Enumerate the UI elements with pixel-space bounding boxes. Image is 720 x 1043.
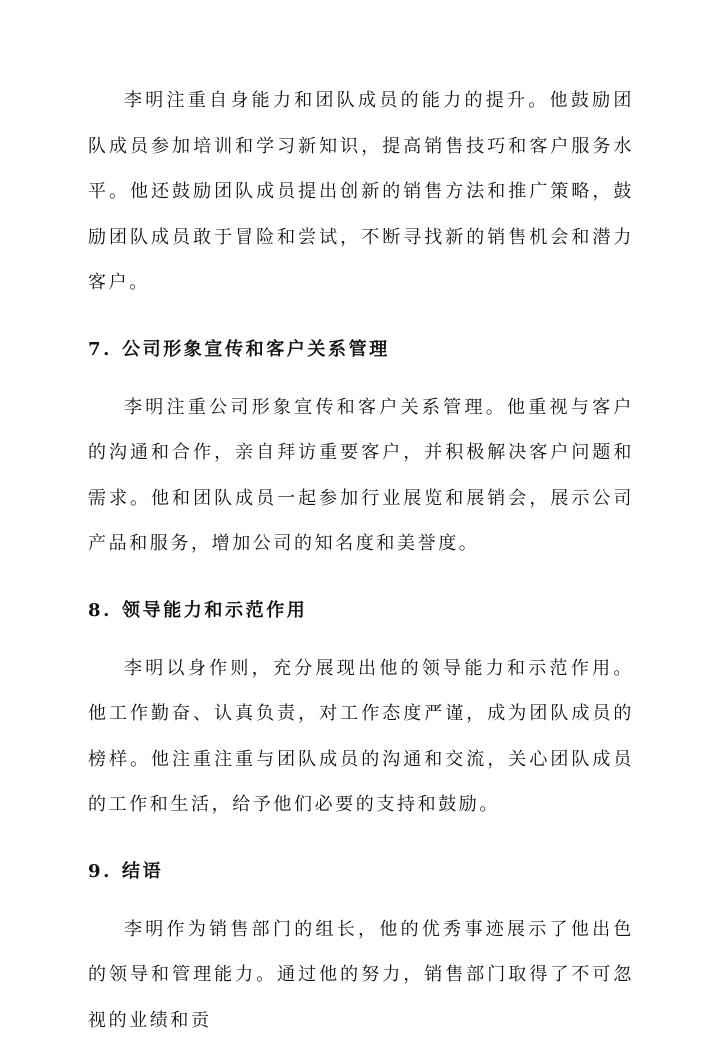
section-7-number: 7.: [88, 333, 122, 367]
section-9-number: 9.: [88, 855, 122, 889]
section-7-paragraph: 李明注重公司形象宣传和客户关系管理。他重视与客户的沟通和合作，亲自拜访重要客户，并积极解决客户问题和需求。他和团队成员一起参加行业展览和展销会，展示公司产品和服务，增加公司的知名度和美誉度。: [88, 385, 634, 567]
section-7-title: 公司形象宣传和客户关系管理: [122, 339, 390, 360]
section-9-title: 结语: [122, 861, 163, 882]
section-8-number: 8.: [88, 594, 122, 628]
section-8-paragraph: 李明以身作则，充分展现出他的领导能力和示范作用。他工作勤奋、认真负责，对工作态度严谨，成为团队成员的榜样。他注重注重与团队成员的沟通和交流，关心团队成员的工作和生活，给予他们必要的支持和鼓励。: [88, 646, 634, 828]
section-9-heading: [88, 855, 634, 889]
section-8-heading: [88, 594, 634, 628]
paragraph-team-development: 李明注重自身能力和团队成员的能力的提升。他鼓励团队成员参加培训和学习新知识，提高销售技巧和客户服务水平。他还鼓励团队成员提出创新的销售方法和推广策略，鼓励团队成员敢于冒险和尝试，不断寻找新的销售机会和潜力客户。: [88, 78, 634, 306]
section-8-title: 领导能力和示范作用: [122, 600, 307, 621]
section-7-heading: [88, 333, 634, 367]
section-9-paragraph: 李明作为销售部门的组长，他的优秀事迹展示了他出色的领导和管理能力。通过他的努力，销售部门取得了不可忽视的业绩和贡: [88, 907, 634, 1043]
